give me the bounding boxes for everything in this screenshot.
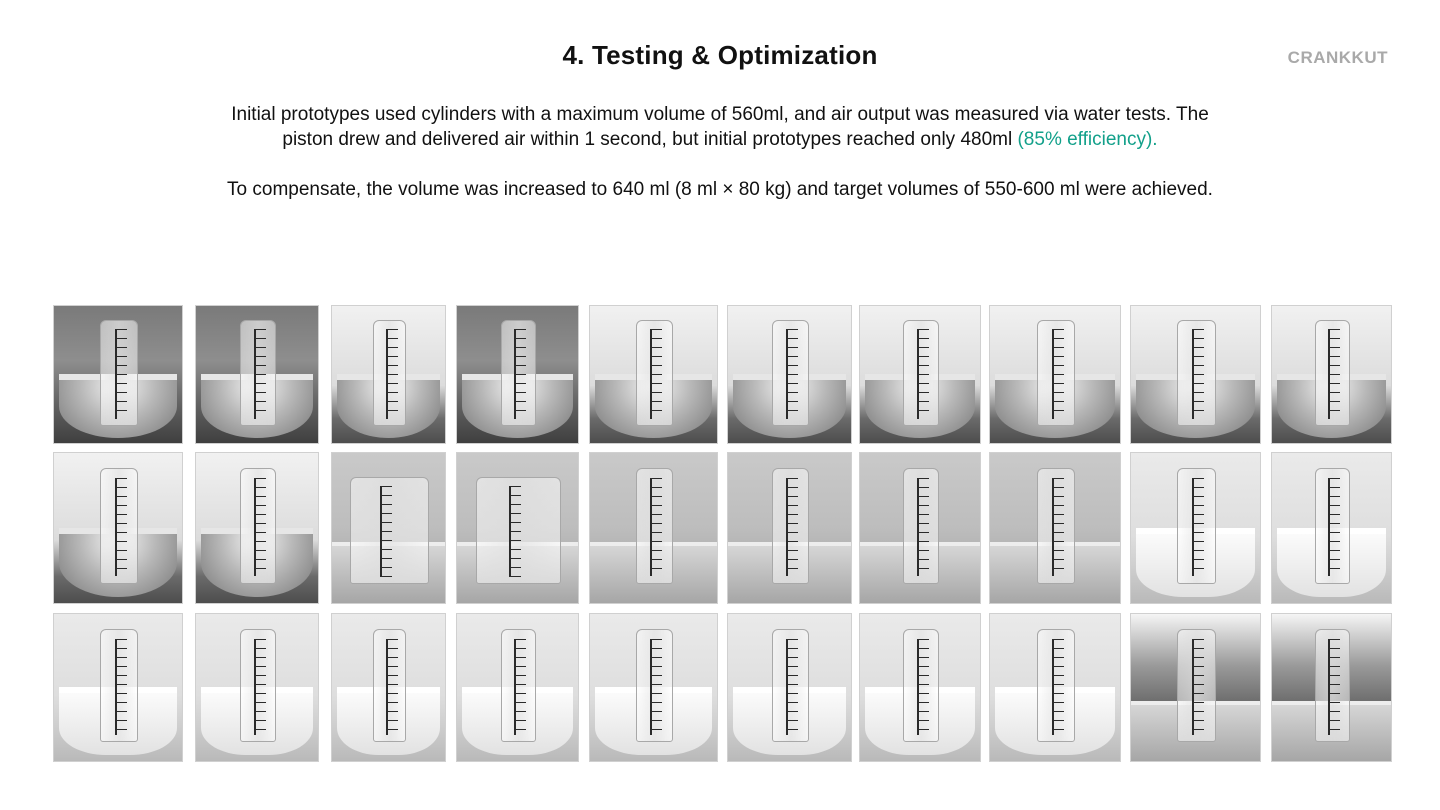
test-photo	[989, 613, 1121, 762]
measuring-cylinder	[1315, 320, 1350, 426]
measuring-cylinder	[373, 320, 407, 426]
measuring-cylinder	[772, 468, 808, 584]
measuring-cylinder	[240, 468, 276, 584]
scale-ticks	[514, 639, 526, 735]
scale-ticks	[650, 329, 662, 419]
scale-ticks	[1192, 329, 1204, 419]
test-photo	[331, 305, 446, 444]
test-photo	[1271, 613, 1392, 762]
scale-ticks	[380, 486, 392, 576]
test-photo	[1130, 305, 1261, 444]
measuring-cylinder	[1037, 629, 1075, 743]
test-photo	[331, 452, 446, 604]
scale-ticks	[115, 639, 127, 735]
test-photo	[1130, 613, 1261, 762]
scale-ticks	[115, 478, 127, 576]
scale-ticks	[1192, 639, 1204, 735]
measuring-cylinder	[636, 629, 674, 743]
test-photo	[456, 305, 579, 444]
scale-ticks	[1328, 478, 1340, 576]
scale-ticks	[650, 639, 662, 735]
test-photo	[859, 305, 981, 444]
measuring-cylinder	[903, 629, 939, 743]
brand-logo: CRANKKUT	[1287, 48, 1388, 67]
efficiency-highlight: (85% efficiency).	[1017, 129, 1158, 150]
test-photo	[456, 613, 579, 762]
scale-ticks	[1328, 329, 1340, 419]
scale-ticks	[786, 329, 798, 419]
test-photo	[456, 452, 579, 604]
test-photo	[859, 613, 981, 762]
measuring-cylinder	[476, 477, 560, 584]
measuring-cylinder	[1037, 320, 1075, 426]
measuring-cylinder	[636, 320, 674, 426]
scale-ticks	[254, 639, 266, 735]
test-photo	[1271, 452, 1392, 604]
scale-ticks	[786, 639, 798, 735]
measuring-cylinder	[1037, 468, 1075, 584]
scale-ticks	[1192, 478, 1204, 576]
measuring-cylinder	[373, 629, 407, 743]
scale-ticks	[254, 329, 266, 419]
measuring-cylinder	[501, 320, 537, 426]
test-photo	[989, 452, 1121, 604]
measuring-cylinder	[501, 629, 537, 743]
test-photo	[859, 452, 981, 604]
compensation-paragraph: To compensate, the volume was increased to 640 ml (8 ml × 80 kg) and target volumes of 550-600 ml were achieved.	[227, 179, 1213, 200]
measuring-cylinder	[903, 320, 939, 426]
measuring-cylinder	[903, 468, 939, 584]
measuring-cylinder	[1177, 629, 1215, 743]
scale-ticks	[386, 329, 398, 419]
measuring-cylinder	[1177, 320, 1215, 426]
scale-ticks	[1052, 639, 1064, 735]
test-photo	[195, 613, 319, 762]
scale-ticks	[917, 478, 929, 576]
test-photo	[1130, 452, 1261, 604]
measuring-cylinder	[772, 320, 808, 426]
test-photo	[331, 613, 446, 762]
test-photo	[727, 452, 852, 604]
measuring-cylinder	[1315, 468, 1350, 584]
measuring-cylinder	[100, 468, 138, 584]
test-photo	[989, 305, 1121, 444]
test-photo	[727, 613, 852, 762]
scale-ticks	[1052, 329, 1064, 419]
test-photo	[53, 613, 183, 762]
scale-ticks	[386, 639, 398, 735]
scale-ticks	[509, 486, 521, 576]
measuring-cylinder	[240, 629, 276, 743]
test-photo	[589, 305, 718, 444]
slide-title: 4. Testing & Optimization	[562, 40, 878, 70]
test-photo	[589, 613, 718, 762]
measuring-cylinder	[636, 468, 674, 584]
scale-ticks	[917, 639, 929, 735]
scale-ticks	[254, 478, 266, 576]
measuring-cylinder	[1315, 629, 1350, 743]
test-photo	[53, 305, 183, 444]
test-photo	[53, 452, 183, 604]
measuring-cylinder	[350, 477, 429, 584]
measuring-cylinder	[240, 320, 276, 426]
measuring-cylinder	[100, 629, 138, 743]
test-photo	[195, 305, 319, 444]
test-photo	[1271, 305, 1392, 444]
measuring-cylinder	[100, 320, 138, 426]
measuring-cylinder	[1177, 468, 1215, 584]
measuring-cylinder	[772, 629, 808, 743]
intro-paragraph	[218, 102, 1222, 152]
scale-ticks	[1328, 639, 1340, 735]
test-photo	[727, 305, 852, 444]
scale-ticks	[115, 329, 127, 419]
scale-ticks	[917, 329, 929, 419]
test-photo	[589, 452, 718, 604]
scale-ticks	[786, 478, 798, 576]
intro-text: Initial prototypes used cylinders with a maximum volume of 560ml, and air output was measured via water tests. The piston drew and delivered air within 1 second, but initial prototypes reached only 480ml	[231, 104, 1209, 150]
scale-ticks	[650, 478, 662, 576]
scale-ticks	[514, 329, 526, 419]
scale-ticks	[1052, 478, 1064, 576]
test-photo	[195, 452, 319, 604]
